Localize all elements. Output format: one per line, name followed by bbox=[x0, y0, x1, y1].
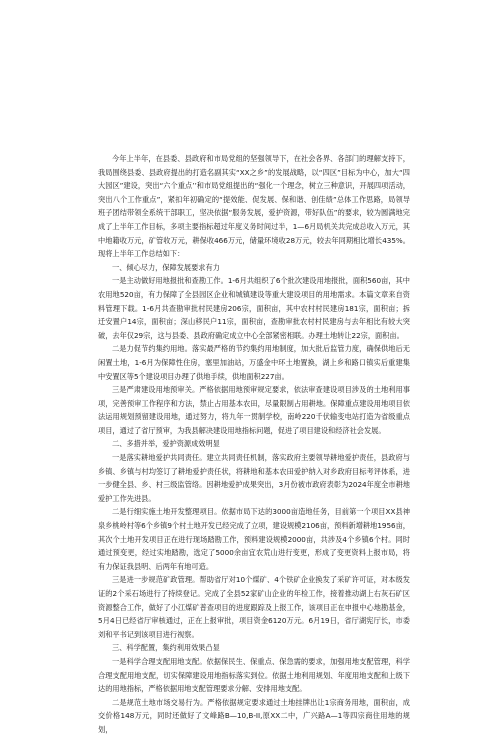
body-paragraph: 一是主动做好用地报批和查勘工作。1-6月共组织了6个批次建设用地报批，面积560亩，其中农用地520亩，有力保障了全县园区企业和城镇建设等重大建设项目的用地需求。本篇文章来自资料管理下载。1-6月共查勘审批村民建房206宗，面积亩，其中农村村民建房181宗，面积亩；拆迁安置户14宗，面积亩；深山移民户11宗，面积亩，查勘审批农村村民建房与去年相比有较大突破，去年仅29宗，这与县委、县政府确定成立中心全部紧密相联。办理土地转让22宗，面积亩。 bbox=[98, 276, 410, 340]
body-paragraph: 三是严肃建设用地预审关。严格依据用地预审规定要求，依法审查建设项目涉及的土地利用事项，完善预审工作程序和方法，禁止占用基本农田，尽量限制占用耕地。保障重点建设用地项目依法运用规划预留建设用地，通过努力，将九年一贯制学校，南岭220千伏输变电站打造为省级重点项目，通过了省厅预审，为我县解决建设用地指标问题，促进了项目建设和经济社会发展。 bbox=[98, 385, 410, 435]
body-paragraph: 二是规范土地市场交易行为。严格依据规定要求通过土地挂牌出让1宗商务用地，面积亩，成交价格148万元，同时还做好了文峰路B—10,B-II,原XX二中，广兴路A—1等四宗商住用地的规划， bbox=[98, 697, 410, 734]
intro-paragraph: 今年上半年，在县委、县政府和市局党组的坚强领导下，在社会各界、各部门的理解支持下，我局围绕县委、县政府提出的打造名副其实“XX之乡”的发展战略，以“四区”目标为中心，加大“四大园区”建设，突出“六个重点’’和市局党组提出的“强化一个理念，树立三种意识，开展四项活动，突出八个工作重点”，紧扣年初确定的“提效能、促发展、保和谐、创佳绩”总体工作思路，局领导班子团结带领全系统干部职工，坚决依据“服务发展，爱护资源，带好队伍”的要求，较为圆满地完成了上半年工作目标，多项主要指标超过年度义务时间过半，1—6月局机关共完成总收入万元，其中地籍收万元，矿管收万元，耕保收466万元，储量环境收28万元，较去年同期相比增长435%。现将上半年工作总结如下： bbox=[98, 154, 410, 259]
body-paragraph: 二是力促节约集约用地。落实最严格的节约集约用地制度，加大批后监管力度，确保供地后无闲置土地，1-6月为保障性住房，塞里加油站，万盛金中环土地置换，湖上乡和路口镇实后重建集中安置区等5个建设项目办理了供地手续，供地面积227亩。 bbox=[98, 344, 410, 381]
body-paragraph: 三是进一步规范矿政管理。帮助省厅对10个煤矿、4个铁矿企业换发了采矿许可证，对本级发证的2个采石场进行了持续登记。完成了全县52家矿山企业的年检工作，接着推动湖上右灰石矿区资源整合工作，做好了小江煤矿普查项目的进度跟踪及上报工作，该项目正在申报中心地勘基金，5月4日已经省厅审核通过，正在上报审批，项目资金6120万元。6月19日，省厅湖宪厅长，市委刘和平书记到该项目进行视察。 bbox=[98, 575, 410, 639]
section-heading-2: 二、多措并举，爱护资源成效明显 bbox=[112, 439, 220, 449]
body-paragraph: 一是落实耕地爱护共同责任。建立共同责任机制，落实政府主要领导耕地爱护责任，县政府与乡镇、乡镇与村均签订了耕地爱护责任状，将耕地和基本农田爱护纳入对乡政府目标考评体系，进一步健全县、乡、村三级监管络。因耕地爱护成果突出，3月份被市政府表彰为2024年度全市耕地爱护工作先进县。 bbox=[98, 453, 410, 503]
section-heading-3: 三、科学配置，集约利用效果凸显 bbox=[112, 643, 220, 653]
body-paragraph: 二是行细实施土地开发整理项目。依据市局下达的3000亩造地任务，目前第一个项目XX县神泉乡桃岭村等6个乡镇9个村土地开发已经完成了立项，建设规模2106亩，预料新增耕地1956亩，其次个土地开发项目正在进行现场踏勘工作，预料建设规模2000亩，共涉及4个乡镇6个村。同时通过预变更，经过实地踏勘，选定了5000余亩宜农荒山进行变更，形成了变更资料上报市局，将有力保证我县明、后两年有地可造。 bbox=[98, 507, 410, 571]
section-heading-1: 一、倾心尽力，保障发展要求有力 bbox=[112, 262, 220, 272]
document-body bbox=[98, 152, 410, 737]
body-paragraph: 一是科学合理支配用地支配。依据保民生、保重点、保急需的要求，加强用地支配管理，科学合理支配用地支配，切实保障建设用地指标落实到位。依据土地利用规划、年度用地支配和上级下达的用地指标，严格依据用地支配管理要求分解、安排用地支配。 bbox=[98, 656, 410, 694]
